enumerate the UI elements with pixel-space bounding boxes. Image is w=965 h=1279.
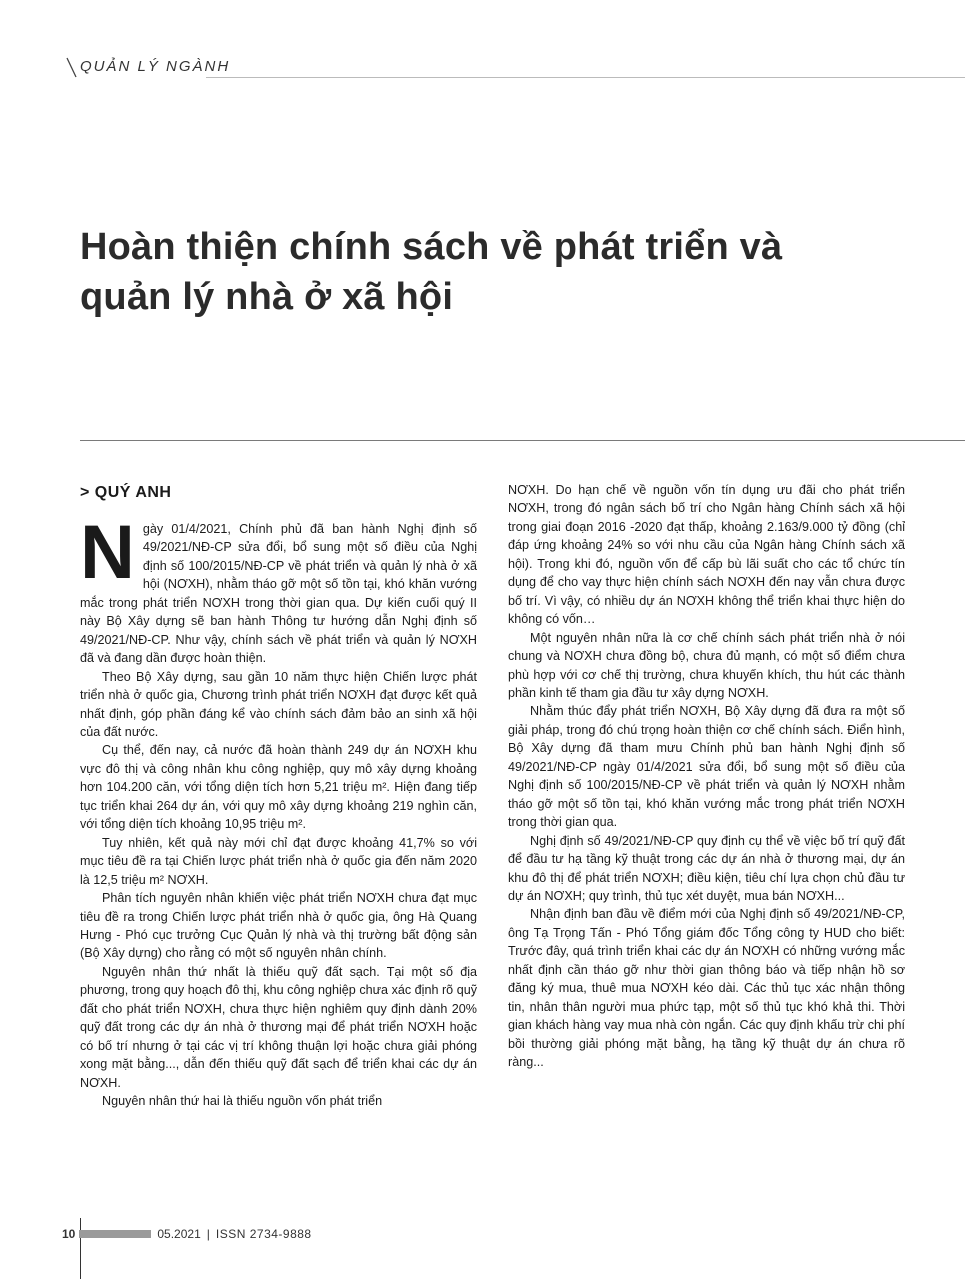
article-column-left — [80, 510, 477, 1111]
page-number: 10 — [62, 1227, 76, 1241]
section-label: QUẢN LÝ NGÀNH — [80, 58, 231, 75]
section-header — [66, 56, 230, 78]
paragraph: Cụ thể, đến nay, cả nước đã hoàn thành 249 dự án NƠXH khu vực đô thị và công nhân khu công nghiệp, quy mô xây dựng khoảng hơn 104.200 căn, với tổng diện tích hơn 5,21 triệu m². Hiện đang tiếp tục triển khai 264 dự án, với quy mô xây dựng khoảng 219 nghìn căn, với tổng diện tích khoảng 10,95 triệu m². — [80, 743, 477, 832]
drop-cap: N — [80, 510, 135, 595]
paragraph: Tuy nhiên, kết quả này mới chỉ đạt được khoảng 41,7% so với mục tiêu đề ra tại Chiến lược phát triển nhà ở quốc gia đến năm 2020 là 12,5 triệu m² NƠXH. — [80, 835, 477, 887]
paragraph: Nhằm thúc đẩy phát triển NƠXH, Bộ Xây dựng đã đưa ra một số giải pháp, trong đó chú trọng hoàn thiện cơ chế chính sách. Điển hình, Bộ Xây dựng đã tham mưu Chính phủ ban hành Nghị định số 49/2021/NĐ-CP ngày 01/4/2021 sửa đổi, bổ sung một số điều của Nghị định số 100/2015/NĐ-CP về phát triển và quản lý NƠXH nhằm tháo gỡ một số tồn tại, khó khăn vướng mắc trong phát triển NƠXH trong thời gian qua. — [508, 704, 905, 830]
journal-logo-bar — [79, 1230, 151, 1238]
article-column-right — [508, 481, 905, 1072]
title-divider — [80, 440, 965, 441]
issue-date: 05.2021 — [157, 1227, 201, 1241]
paragraph-lead: Ngày 01/4/2021, Chính phủ đã ban hành Nghị định số 49/2021/NĐ-CP sửa đổi, bổ sung một số điều của Nghị định số 100/2015/NĐ-CP về phát triển và quản lý nhà ở xã hội (NƠXH), nhằm tháo gỡ một số tồn tại, khó khăn vướng mắc trong phát triển NƠXH trong thời gian qua. Dự kiến cuối quý II này Bộ Xây dựng sẽ ban hành Thông tư hướng dẫn Nghị định số 49/2021/NĐ-CP. Như vậy, chính sách về phát triển và quản lý NƠXH đã và đang dần được hoàn thiện. — [80, 510, 477, 666]
paragraph: NƠXH. Do hạn chế về nguồn vốn tín dụng ưu đãi cho phát triển NƠXH, trong đó ngân sách bố trí cho Ngân hàng Chính sách xã hội trong giai đoạn 2016 -2020 đạt thấp, khoảng 2.163/9.000 tỷ đồng (chỉ đáp ứng khoảng 24% so với nhu cầu của Ngân hàng Chính sách xã hội). Trong khi đó, nguồn vốn để cấp bù lãi suất cho các tổ chức tín dụng để cho vay thực hiện chính sách NƠXH đến nay vẫn chưa được bố trí. Vì vậy, có nhiều dự án NƠXH không thể triển khai thực hiện do không có vốn… — [508, 483, 905, 627]
paragraph: Nguyên nhân thứ nhất là thiếu quỹ đất sạch. Tại một số địa phương, trong quy hoạch đô thị, khu công nghiệp chưa xác định rõ quỹ đất cho phát triển NƠXH, chưa thực hiện nghiêm quy định dành 20% quỹ đất trong các dự án nhà ở thương mại để phát triển NƠXH hoặc có bố trí nhưng ở tại các vị trí không thuận lợi hoặc chưa giải phóng xong mặt bằng..., dẫn đến thiếu quỹ đất sạch để triển khai các dự án NƠXH. — [80, 964, 477, 1090]
article-title: Hoàn thiện chính sách về phát triển và quản lý nhà ở xã hội — [80, 226, 783, 318]
slash-mark-icon — [66, 56, 78, 78]
paragraph: Một nguyên nhân nữa là cơ chế chính sách phát triển nhà ở nói chung và NƠXH chưa đồng bộ, chưa đủ mạnh, có một số điểm chưa phù hợp với cơ chế thị trường, chưa khuyến khích, thu hút các thành phần kinh tế tham gia đầu tư xây dựng NƠXH. — [508, 630, 905, 700]
header-rule — [206, 77, 965, 78]
paragraph: Phân tích nguyên nhân khiến việc phát triển NƠXH chưa đạt mục tiêu đề ra trong Chiến lược phát triển nhà ở quốc gia, ông Hà Quang Hưng - Phó cục trưởng Cục Quản lý nhà và thị trường bất động sản (Bộ Xây dựng) cho rằng có một số nguyên nhân chính. — [80, 891, 477, 961]
paragraph: Theo Bộ Xây dựng, sau gần 10 năm thực hiện Chiến lược phát triển nhà ở quốc gia, Chương trình phát triển NƠXH đạt được kết quả nhất định, góp phần đáng kể vào chính sách đảm bảo an sinh xã hội của đất nước. — [80, 669, 477, 739]
paragraph: Nguyên nhân thứ hai là thiếu nguồn vốn phát triển — [102, 1094, 383, 1109]
issn-label: ISSN 2734-9888 — [215, 1227, 312, 1241]
paragraph: Nhận định ban đầu về điểm mới của Nghị định số 49/2021/NĐ-CP, ông Tạ Trọng Tấn - Phó Tổng giám đốc Tổng công ty HUD cho biết: Trước đây, quá trình triển khai các dự án NƠXH có những vướng mắc nhất định cần tháo gỡ như thời gian thông báo và tiếp nhận hồ sơ đăng ký mua, thuê mua NƠXH kéo dài. Các thủ tục xác nhận thông tin, nhân thân người mua phức tạp, một số thủ tục khó khả thi. Thời gian khách hàng vay mua nhà còn ngắn. Các quy định khấu trừ chi phí bồi thường giải phóng mặt bằng, hạ tầng kỹ thuật dự án chưa rõ ràng... — [508, 907, 905, 1070]
page-footer — [62, 1227, 312, 1241]
footer-separator: | — [206, 1227, 210, 1241]
paragraph: Nghị định số 49/2021/NĐ-CP quy định cụ thể về việc bố trí quỹ đất để đầu tư hạ tầng kỹ thuật trong các dự án nhà ở thương mại, dự án khu đô thị để phát triển NƠXH; điều kiện, tiêu chí lựa chọn chủ đầu tư dự án NƠXH; quy trình, thủ tục xét duyệt, mua bán NƠXH... — [508, 833, 905, 903]
author-byline: > QUÝ ANH — [80, 484, 172, 501]
